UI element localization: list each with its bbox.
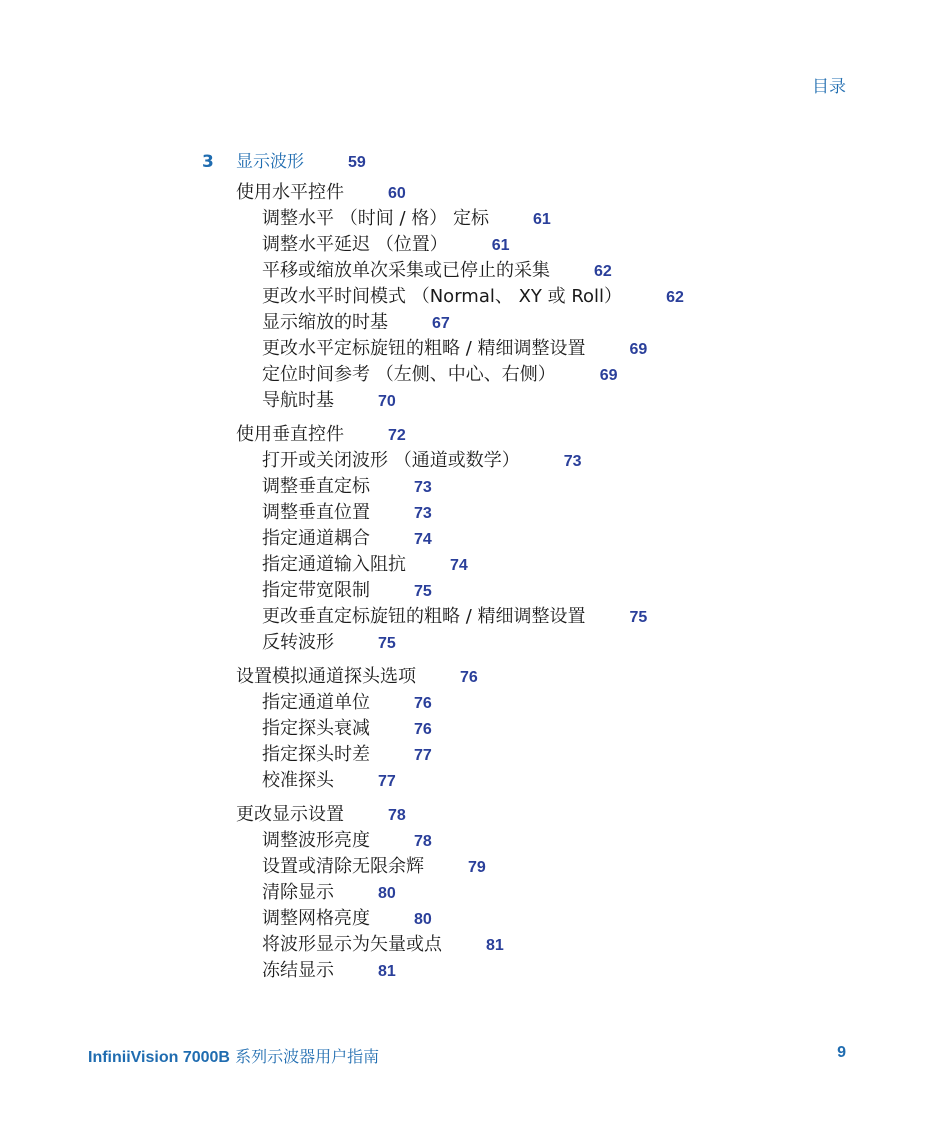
toc-entry-page: 69 — [629, 341, 648, 358]
toc-section-page: 78 — [388, 807, 406, 824]
toc-section-title[interactable] — [236, 422, 876, 448]
toc-entry[interactable] — [236, 232, 876, 258]
toc-section-label: 使用水平控件 — [236, 182, 344, 203]
toc-section-label: 更改显示设置 — [236, 804, 344, 825]
toc-entry-label: 定位时间参考 （左侧、中心、右侧） — [262, 364, 556, 385]
toc-entry[interactable] — [236, 690, 876, 716]
toc-entry-label: 反转波形 — [262, 632, 334, 653]
toc-entry-page: 61 — [532, 211, 551, 228]
toc-entry-page: 78 — [414, 833, 432, 850]
toc-entry[interactable] — [236, 932, 876, 958]
toc-entry-page: 80 — [378, 885, 396, 902]
toc-entry-page: 70 — [378, 393, 396, 410]
toc-entry-page: 73 — [563, 453, 582, 470]
toc-entry[interactable] — [236, 906, 876, 932]
toc-entry[interactable] — [236, 500, 876, 526]
toc-section-label: 使用垂直控件 — [236, 424, 344, 445]
toc-entry-label: 指定探头衰减 — [262, 718, 370, 739]
toc-section — [236, 180, 876, 414]
header-label: 目录 — [812, 77, 846, 97]
toc-entry-label: 调整垂直位置 — [262, 502, 370, 523]
toc-entry-label: 指定带宽限制 — [262, 580, 370, 601]
toc-entry-page: 62 — [666, 289, 684, 306]
footer-product: InfiniiVision 7000B — [88, 1049, 230, 1066]
toc-entry-page: 73 — [414, 505, 432, 522]
toc-entry[interactable] — [236, 716, 876, 742]
toc-entry[interactable] — [236, 388, 876, 414]
toc-entry[interactable] — [236, 526, 876, 552]
toc-entry-page: 74 — [450, 557, 468, 574]
footer-page-number: 9 — [837, 1044, 846, 1061]
toc-entry-label: 校准探头 — [262, 770, 334, 791]
toc-section-page: 72 — [388, 427, 406, 444]
toc-entry-label: 显示缩放的时基 — [262, 312, 388, 333]
toc-entry-label: 冻结显示 — [262, 960, 334, 981]
toc-section — [236, 422, 876, 656]
toc-entry[interactable] — [236, 742, 876, 768]
toc-entry[interactable] — [236, 448, 876, 474]
toc-entry[interactable] — [236, 258, 876, 284]
toc-entry[interactable] — [236, 284, 876, 310]
footer-title — [88, 1044, 379, 1067]
toc-entry-page: 69 — [599, 367, 618, 384]
toc-entry-label: 调整垂直定标 — [262, 476, 370, 497]
toc-entry-label: 指定通道输入阻抗 — [262, 554, 406, 575]
toc-entry-label: 更改水平时间模式 （Normal、 XY 或 Roll） — [262, 286, 623, 307]
toc-entry-page: 62 — [594, 263, 612, 280]
footer-guide: 系列示波器用户指南 — [235, 1047, 380, 1066]
toc-entry-label: 更改垂直定标旋钮的粗略 / 精细调整设置 — [262, 606, 586, 627]
toc-entry-page: 75 — [414, 583, 432, 600]
toc-entry[interactable] — [236, 958, 876, 984]
toc-entry-page: 76 — [414, 695, 432, 712]
toc-entry[interactable] — [236, 362, 876, 388]
toc-entry-label: 设置或清除无限余辉 — [262, 856, 424, 877]
toc-entry-label: 更改水平定标旋钮的粗略 / 精细调整设置 — [262, 338, 586, 359]
toc-entry-label: 指定探头时差 — [262, 744, 370, 765]
toc-entry-page: 73 — [414, 479, 432, 496]
toc-entry[interactable] — [236, 604, 876, 630]
toc-entry-label: 调整水平延迟 （位置） — [262, 234, 448, 255]
toc-section — [236, 802, 876, 984]
chapter-page: 59 — [348, 154, 366, 171]
toc-entry[interactable] — [236, 206, 876, 232]
toc-entry[interactable] — [236, 828, 876, 854]
chapter-title: 显示波形 — [236, 152, 304, 172]
toc-entry-page: 67 — [432, 315, 450, 332]
toc-entry-label: 调整波形亮度 — [262, 830, 370, 851]
toc-entry[interactable] — [236, 768, 876, 794]
toc-entry[interactable] — [236, 630, 876, 656]
toc-entry-label: 调整水平 （时间 / 格） 定标 — [262, 208, 489, 229]
toc-entry[interactable] — [236, 474, 876, 500]
toc-entry[interactable] — [236, 336, 876, 362]
toc-entry-label: 指定通道耦合 — [262, 528, 370, 549]
table-of-contents — [236, 180, 876, 992]
chapter-number: 3 — [202, 152, 214, 172]
toc-entry[interactable] — [236, 880, 876, 906]
toc-entry-label: 平移或缩放单次采集或已停止的采集 — [262, 260, 550, 281]
toc-section-title[interactable] — [236, 180, 876, 206]
toc-entry-label: 指定通道单位 — [262, 692, 370, 713]
toc-section-title[interactable] — [236, 802, 876, 828]
toc-entry-page: 81 — [486, 937, 504, 954]
toc-section — [236, 664, 876, 794]
toc-entry[interactable] — [236, 310, 876, 336]
toc-entry-page: 75 — [629, 609, 648, 626]
toc-entry-page: 74 — [414, 531, 432, 548]
toc-section-title[interactable] — [236, 664, 876, 690]
toc-entry-label: 打开或关闭波形 （通道或数学） — [262, 450, 520, 471]
toc-section-page: 76 — [460, 669, 478, 686]
toc-entry-page: 80 — [414, 911, 432, 928]
toc-entry-label: 调整网格亮度 — [262, 908, 370, 929]
toc-entry-page: 61 — [491, 237, 510, 254]
toc-entry-page: 79 — [468, 859, 486, 876]
toc-entry-page: 75 — [378, 635, 396, 652]
toc-entry[interactable] — [236, 552, 876, 578]
toc-entry[interactable] — [236, 578, 876, 604]
toc-entry-page: 77 — [414, 747, 432, 764]
chapter-heading[interactable] — [202, 147, 366, 172]
toc-entry[interactable] — [236, 854, 876, 880]
toc-entry-page: 76 — [414, 721, 432, 738]
toc-entry-label: 将波形显示为矢量或点 — [262, 934, 442, 955]
toc-entry-label: 清除显示 — [262, 882, 334, 903]
toc-section-page: 60 — [388, 185, 406, 202]
toc-section-label: 设置模拟通道探头选项 — [236, 666, 416, 687]
toc-entry-page: 81 — [378, 963, 396, 980]
toc-entry-page: 77 — [378, 773, 396, 790]
toc-entry-label: 导航时基 — [262, 390, 334, 411]
